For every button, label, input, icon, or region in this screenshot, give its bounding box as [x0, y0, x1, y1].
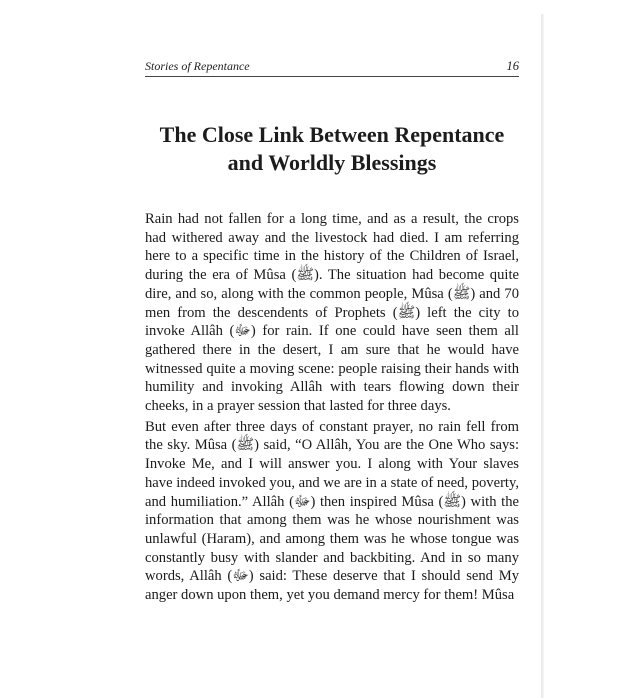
header-rule [145, 76, 519, 77]
running-header [145, 58, 519, 76]
chapter-title-line-1: The Close Link Between Repentance [159, 122, 505, 147]
paragraph-2 [145, 418, 519, 605]
body-text [145, 210, 519, 607]
page-number: 16 [506, 59, 519, 73]
page-edge-shadow [541, 14, 544, 698]
running-title: Stories of Repentance [145, 59, 250, 73]
chapter-title [132, 121, 532, 177]
paragraph-1-text: Rain had not fallen for a long time, and as a result, the crops had withered away and the livestock had died. I am referring here to a specific time in the history of the Children of Israel, during the era of Mûsa (ﷺ). The situation had become quite dire, and so, along with the common people, Mûsa (ﷺ) and 70 men from the descendents of Prophets (ﷺ) left the city to invoke Allâh (ﷻ) for rain. If one could have seen them all gathered there in the desert, I am sure that he would have witnessed quite a moving scene: people raising their hands with humility and invoking Allâh with tears flowing down their cheeks, in a prayer session that lasted for three days. [145, 211, 519, 415]
paragraph-1 [145, 210, 519, 416]
paragraph-2-text: But even after three days of constant prayer, no rain fell from the sky. Mûsa (ﷺ) said, “O Allâh, You are the One Who says: Invoke Me, and I will answer you. I along with Your slaves have indeed invoked you, and we are in a state of need, poverty, and humiliation.” Allâh (ﷻ) then inspired Mûsa (ﷺ) with the information that among them was he whose nourishment was unlawful (Haram), and among them was he whose tongue was constantly busy with slander and backbiting. And in so many words, Allâh (ﷻ) said: These deserve that I should send My anger down upon them, yet you demand mercy for them! Mûsa [145, 418, 520, 604]
chapter-title-line-2: and Worldly Blessings [227, 150, 437, 175]
